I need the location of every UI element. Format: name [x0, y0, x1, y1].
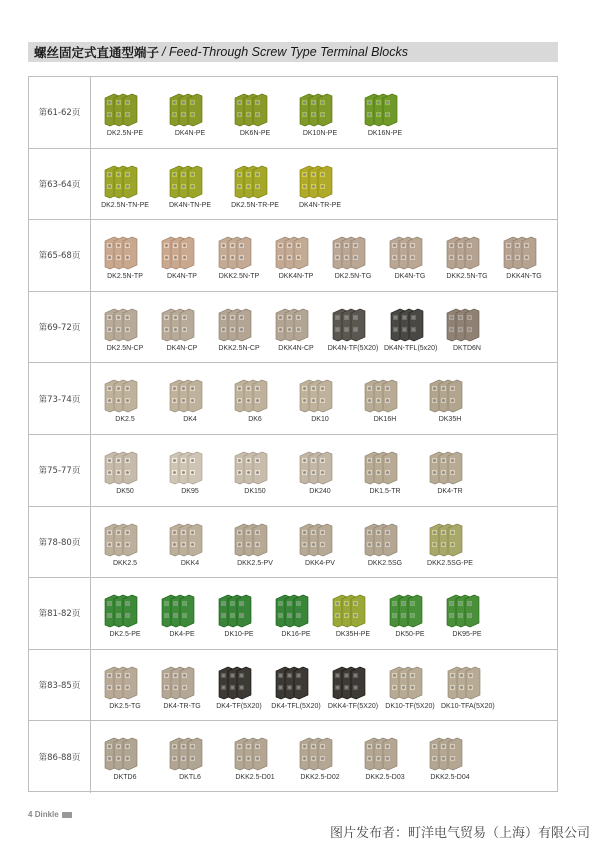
product-item	[270, 585, 322, 638]
product-item	[270, 227, 322, 280]
terminal-block-image	[327, 585, 379, 629]
terminal-block-image	[213, 585, 265, 629]
product-model-label: DK2.5N-PE	[106, 130, 144, 137]
product-item	[384, 299, 437, 352]
product-model-label: DK2.5-PE	[109, 631, 141, 639]
product-item	[327, 585, 379, 638]
page-reference: 第63-64页	[29, 149, 91, 220]
product-model-label: DK2.5N-TR-PE	[231, 201, 279, 209]
product-item	[384, 227, 436, 280]
terminal-block-image	[359, 442, 411, 486]
product-item	[424, 442, 476, 495]
terminal-block-image	[229, 84, 281, 128]
terminal-block-image	[229, 156, 281, 200]
product-item	[359, 514, 411, 567]
product-model-label: DK240	[309, 488, 331, 495]
product-model-label: DK50	[116, 488, 134, 495]
terminal-block-image	[424, 514, 476, 558]
page-reference: 第78-80页	[29, 507, 91, 578]
catalog-row	[29, 149, 557, 221]
terminal-block-image	[270, 657, 322, 701]
product-item	[213, 585, 265, 638]
terminal-block-image	[213, 657, 265, 701]
product-item	[156, 299, 208, 352]
catalog-row	[29, 578, 557, 650]
terminal-block-image	[99, 657, 151, 701]
product-model-label: DK4-PE	[169, 631, 195, 639]
product-model-label: DK4N-TG	[394, 273, 426, 281]
product-item	[99, 514, 151, 567]
product-item	[156, 227, 208, 280]
product-model-label: DK6	[248, 416, 262, 424]
product-model-label: DKTD6	[113, 774, 137, 782]
product-item	[359, 84, 411, 137]
terminal-block-image	[164, 156, 216, 200]
product-item	[424, 728, 476, 781]
product-item	[441, 585, 493, 638]
page-reference: 第86-88页	[29, 721, 91, 793]
terminal-block-image	[156, 227, 208, 271]
terminal-block-image	[270, 227, 322, 271]
terminal-block-image	[327, 657, 379, 701]
terminal-block-image	[359, 728, 411, 772]
product-model-label: DKTL6	[179, 774, 201, 782]
product-item	[99, 156, 151, 209]
section-title	[28, 42, 558, 62]
product-model-label: DK6N-PE	[239, 130, 271, 137]
product-item	[99, 370, 151, 423]
product-item	[99, 299, 151, 352]
product-item	[441, 299, 493, 352]
product-item	[99, 728, 151, 781]
terminal-block-image	[384, 657, 436, 701]
terminal-block-image	[164, 442, 216, 486]
product-item	[99, 227, 151, 280]
terminal-block-image	[213, 299, 265, 343]
product-item	[229, 514, 281, 567]
product-model-label: DK4-TR	[437, 488, 463, 495]
product-model-label: DKK4N-TG	[506, 273, 542, 281]
brand-name: Dinkle	[34, 810, 59, 819]
terminal-block-image	[294, 442, 346, 486]
page-reference: 第73-74页	[29, 363, 91, 434]
product-item	[156, 657, 208, 710]
product-model-label: DK35H-PE	[335, 631, 371, 639]
terminal-block-image	[384, 227, 436, 271]
product-model-label: DKK2.5N-TP	[218, 273, 260, 281]
terminal-block-image	[270, 299, 322, 343]
product-item	[164, 514, 216, 567]
terminal-block-image	[294, 156, 346, 200]
product-item	[164, 370, 216, 423]
terminal-block-image	[99, 299, 151, 343]
product-model-label: DK4N-TR-PE	[298, 201, 341, 209]
product-model-label: DKK2.5SG-PE	[427, 559, 473, 567]
catalog-row	[29, 363, 557, 435]
terminal-block-image	[99, 84, 151, 128]
product-item	[99, 84, 151, 137]
product-item	[213, 227, 265, 280]
product-model-label: DKK2.5N-TG	[446, 273, 488, 281]
product-model-label: DK4N-PE	[174, 130, 206, 137]
product-item	[327, 657, 379, 710]
product-model-label: DKK2.5N-CP	[218, 344, 260, 352]
terminal-block-image	[359, 514, 411, 558]
product-item	[270, 299, 322, 352]
terminal-block-image	[294, 728, 346, 772]
terminal-block-image	[156, 585, 208, 629]
page-reference: 第75-77页	[29, 435, 91, 506]
product-model-label: DK4N-TF(5X20)	[327, 344, 379, 352]
product-item	[229, 370, 281, 423]
catalog-row	[29, 77, 557, 149]
product-item	[294, 84, 346, 137]
product-model-label: DK95	[181, 488, 199, 495]
terminal-block-image	[327, 227, 379, 271]
product-model-label: DK4N-TN-PE	[168, 201, 211, 209]
product-item	[99, 585, 151, 638]
product-item	[327, 227, 379, 280]
product-model-label: DK2.5N-TP	[107, 273, 143, 281]
page-reference: 第81-82页	[29, 578, 91, 649]
product-model-label: DKK2.5SG	[367, 559, 403, 567]
product-model-label: DK16-PE	[281, 631, 311, 639]
product-item	[359, 370, 411, 423]
terminal-block-image	[99, 156, 151, 200]
product-model-label: DK4	[183, 416, 197, 424]
product-item	[164, 156, 216, 209]
terminal-block-image	[99, 514, 151, 558]
terminal-block-image	[327, 299, 379, 343]
product-model-label: DKK2.5-PV	[237, 559, 273, 567]
product-model-label: DK4-TR-TG	[163, 702, 201, 710]
product-item	[99, 442, 151, 495]
terminal-block-image	[359, 84, 411, 128]
catalog-row	[29, 220, 557, 292]
footer-page-number: 4	[28, 810, 33, 819]
terminal-block-image	[294, 514, 346, 558]
product-model-label: DKK2.5-D01	[235, 774, 275, 782]
terminal-block-image	[229, 728, 281, 772]
product-item	[384, 657, 436, 710]
product-model-label: DK10-TFA(5X20)	[441, 702, 495, 710]
terminal-block-image	[99, 227, 151, 271]
product-item	[359, 442, 411, 495]
terminal-block-image	[164, 728, 216, 772]
terminal-block-image	[213, 227, 265, 271]
terminal-block-image	[441, 299, 493, 343]
product-item	[213, 299, 265, 352]
publisher-credit: 图片发布者：町洋电气贸易（上海）有限公司	[329, 826, 590, 841]
terminal-block-image	[442, 657, 494, 701]
product-model-label: DKK4N-TP	[278, 273, 314, 281]
product-model-label: DK2.5N-TG	[334, 273, 372, 281]
terminal-block-image	[441, 227, 493, 271]
terminal-block-image	[424, 442, 476, 486]
terminal-block-image	[229, 514, 281, 558]
product-item	[294, 514, 346, 567]
terminal-block-image	[498, 227, 550, 271]
product-item	[164, 728, 216, 781]
catalog-row	[29, 292, 557, 364]
terminal-block-image	[441, 585, 493, 629]
brand-logo-icon	[62, 812, 72, 818]
terminal-block-image	[99, 370, 151, 414]
terminal-block-image	[294, 84, 346, 128]
page-reference: 第65-68页	[29, 220, 91, 291]
product-item	[294, 156, 346, 209]
catalog-row	[29, 721, 557, 793]
product-item	[229, 156, 281, 209]
terminal-block-image	[229, 370, 281, 414]
product-model-label: DKK2.5	[112, 559, 138, 567]
product-model-label: DKK4-TF(5X20)	[327, 702, 379, 710]
terminal-block-image	[229, 442, 281, 486]
product-model-label: DKK4-PV	[305, 559, 335, 567]
product-item	[294, 728, 346, 781]
terminal-block-image	[424, 370, 476, 414]
page-reference: 第83-85页	[29, 650, 91, 721]
catalog-row	[29, 650, 557, 722]
product-model-label: DK4N-TP	[167, 273, 197, 281]
terminal-block-image	[99, 728, 151, 772]
product-item	[359, 728, 411, 781]
terminal-block-image	[99, 585, 151, 629]
terminal-block-image	[156, 657, 208, 701]
terminal-block-image	[424, 728, 476, 772]
product-item	[424, 370, 476, 423]
product-model-label: DK1.5-TR	[369, 488, 401, 495]
product-model-label: DK4N-TFL(5x20)	[384, 344, 438, 352]
product-item	[213, 657, 265, 710]
product-model-label: DK10	[311, 416, 329, 424]
product-model-label: DKK2.5-D02	[300, 774, 340, 782]
product-model-label: DK2.5-TG	[109, 702, 141, 710]
product-model-label: DK2.5N-TN-PE	[101, 201, 149, 209]
product-item	[384, 585, 436, 638]
product-model-label: DKK4	[180, 559, 200, 567]
product-model-label: DK4N-CP	[166, 344, 198, 352]
product-item	[156, 585, 208, 638]
terminal-block-image	[156, 299, 208, 343]
terminal-block-image	[294, 370, 346, 414]
product-item	[327, 299, 379, 352]
product-model-label: DK4-TFL(5X20)	[271, 702, 321, 710]
terminal-block-image	[384, 585, 436, 629]
title-english: / Feed-Through Screw Type Terminal Blocks	[162, 45, 408, 59]
product-item	[229, 442, 281, 495]
terminal-block-image	[164, 370, 216, 414]
product-item	[270, 657, 322, 710]
product-catalog-table	[28, 76, 558, 792]
product-model-label: DK50-PE	[395, 631, 425, 639]
page-reference: 第69-72页	[29, 292, 91, 363]
product-model-label: DKK2.5-D03	[365, 774, 405, 782]
terminal-block-image	[164, 84, 216, 128]
product-model-label: DKK4N-CP	[278, 344, 314, 352]
product-model-label: DK10-PE	[224, 631, 254, 639]
product-item	[424, 514, 476, 567]
product-item	[441, 657, 495, 710]
title-chinese: 螺丝固定式直通型端子	[34, 45, 160, 60]
product-item	[164, 442, 216, 495]
product-model-label: DK10-TF(5X20)	[385, 702, 435, 710]
product-model-label: DKTD6N	[452, 344, 481, 352]
product-item	[498, 227, 550, 280]
product-model-label: DK95-PE	[452, 631, 482, 639]
catalog-row	[29, 507, 557, 579]
product-model-label: DKK2.5-D04	[430, 774, 470, 782]
product-model-label: DK2.5N-CP	[106, 344, 144, 352]
product-item	[99, 657, 151, 710]
product-item	[229, 84, 281, 137]
terminal-block-image	[164, 514, 216, 558]
product-item	[229, 728, 281, 781]
terminal-block-image	[359, 370, 411, 414]
page-reference: 第61-62页	[29, 77, 91, 148]
product-model-label: DK35H	[438, 416, 462, 424]
product-item	[294, 442, 346, 495]
terminal-block-image	[99, 442, 151, 486]
product-item	[164, 84, 216, 137]
product-model-label: DK2.5	[115, 416, 135, 424]
product-model-label: DK150	[244, 488, 266, 495]
product-item	[441, 227, 493, 280]
product-model-label: DK4-TF(5X20)	[216, 702, 262, 710]
footer-brand	[28, 810, 72, 819]
terminal-block-image	[270, 585, 322, 629]
product-item	[294, 370, 346, 423]
terminal-block-image	[385, 299, 437, 343]
product-model-label: DK16H	[373, 416, 397, 424]
catalog-row	[29, 435, 557, 507]
product-model-label: DK10N-PE	[302, 130, 338, 137]
product-model-label: DK16N-PE	[367, 130, 403, 137]
